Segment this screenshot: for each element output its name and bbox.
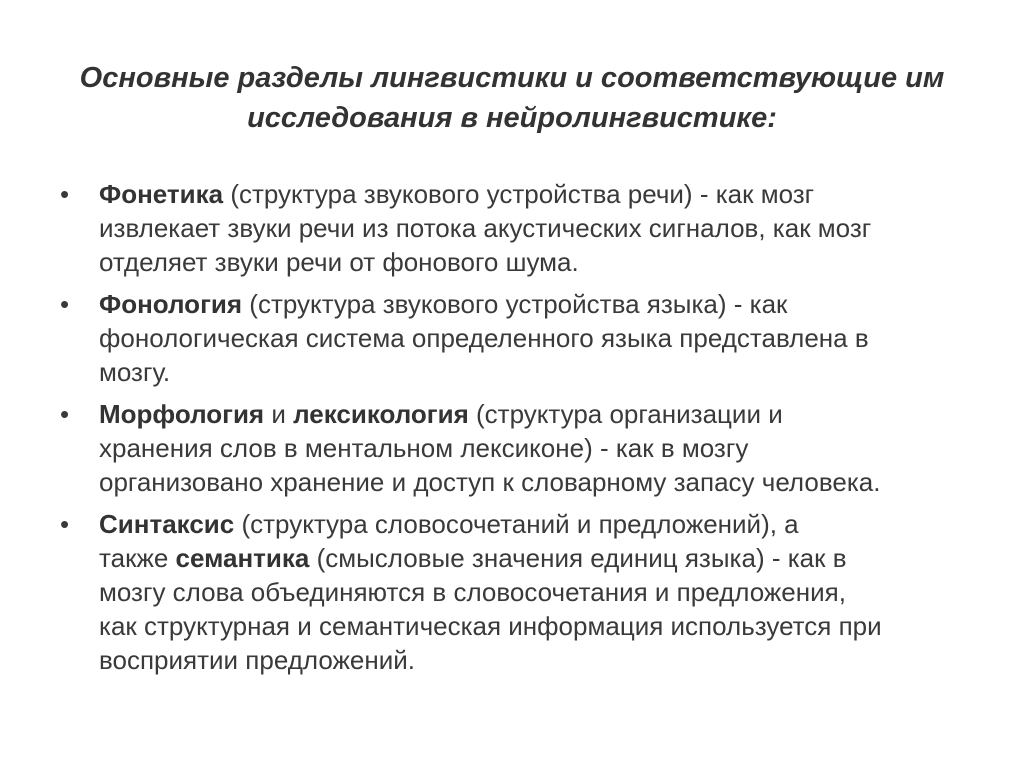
bullet-line	[99, 321, 980, 355]
bullet-line	[99, 575, 980, 609]
bullet-text: также	[99, 543, 176, 573]
bullet-line	[99, 643, 980, 677]
bullet-term: Синтаксис	[99, 509, 235, 539]
bullet-term: лексикология	[293, 399, 469, 429]
bullet-item	[60, 507, 980, 677]
bullet-term: Фонетика	[99, 179, 224, 209]
bullet-text: как структурная и семантическая информация используется при	[99, 611, 882, 641]
title-line-1: Основные разделы лингвистики и соответствующие им	[79, 62, 945, 94]
bullet-text: восприятии предложений.	[99, 645, 416, 675]
bullet-item	[60, 287, 980, 389]
title-line-2: исследования в нейролингвистике:	[247, 102, 777, 134]
bullet-text: фонологическая система определенного языка представлена в	[99, 323, 869, 353]
bullet-line	[99, 465, 980, 499]
bullet-line	[99, 609, 980, 643]
bullet-dot-icon: •	[60, 509, 70, 539]
bullet-term: Морфология	[99, 399, 265, 429]
bullet-item	[60, 177, 980, 279]
bullet-text: (смысловые значения единиц языка) - как в	[309, 543, 847, 573]
bullet-dot-icon: •	[60, 289, 70, 319]
bullet-text: извлекает звуки речи из потока акустических сигналов, как мозг	[99, 213, 872, 243]
bullet-item	[60, 397, 980, 499]
bullet-text: мозгу слова объединяются в словосочетания и предложения,	[99, 577, 846, 607]
bullet-text: (структура звукового устройства языка) - как	[242, 289, 788, 319]
bullet-line	[99, 287, 980, 321]
bullet-text: мозгу.	[99, 357, 171, 387]
bullet-line	[99, 541, 980, 575]
bullet-line	[99, 211, 980, 245]
bullet-text: (структура звукового устройства речи) - как мозг	[223, 179, 815, 209]
bullet-text: хранения слов в ментальном лексиконе) - как в мозгу	[99, 433, 749, 463]
bullet-term: Фонология	[99, 289, 243, 319]
bullet-text: отделяет звуки речи от фонового шума.	[99, 247, 579, 277]
bullet-line	[99, 507, 980, 541]
bullet-text: (структура организации и	[468, 399, 783, 429]
bullet-text: (структура словосочетаний и предложений), а	[234, 509, 799, 539]
bullet-line	[99, 355, 980, 389]
bullet-line	[99, 245, 980, 279]
bullet-text: организовано хранение и доступ к словарному запасу человека.	[99, 467, 881, 497]
bullet-list	[60, 177, 980, 685]
bullet-dot-icon: •	[60, 399, 70, 429]
bullet-line	[99, 397, 980, 431]
bullet-text: и	[264, 399, 294, 429]
bullet-dot-icon: •	[60, 179, 70, 209]
slide-title	[40, 58, 984, 138]
bullet-line	[99, 431, 980, 465]
bullet-term: семантика	[175, 543, 310, 573]
bullet-line	[99, 177, 980, 211]
